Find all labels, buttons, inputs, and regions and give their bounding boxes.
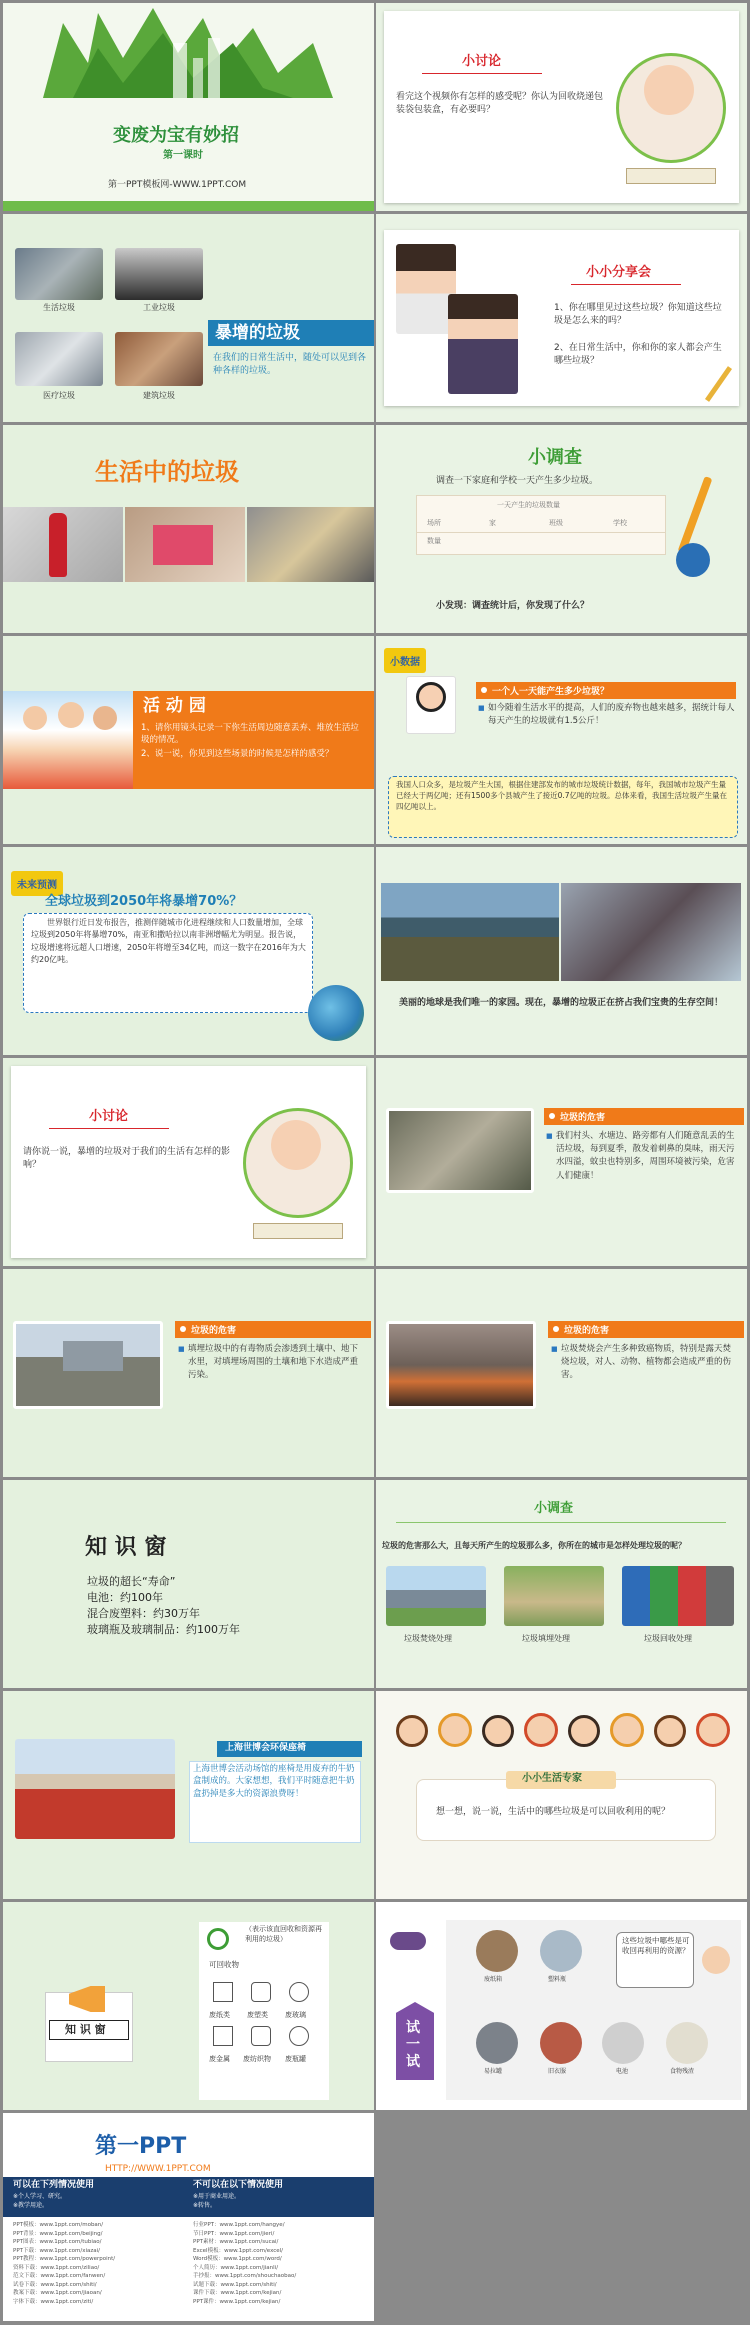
recycling-bins-photo xyxy=(622,1566,734,1626)
question-2: 2、在日常生活中，你和你的家人都会产生哪些垃圾？ xyxy=(554,343,722,367)
forecast-body: 世界银行近日发布报告，推测伴随城市化进程继续和人口数量增加，全球垃圾到2050年将暴增70%，南亚和撒哈拉以南非洲增幅尤为明显。报告说，垃圾增速将远超人口增速，2050年将增至34亿吨，而这一数字在2016年为大约20亿吨。 xyxy=(31,918,306,965)
recyclable-glass: 废玻璃 xyxy=(285,2011,306,2019)
link-item[interactable]: 范文下载：www.1ppt.com/fanwen/ xyxy=(13,2273,106,2280)
data-bullet: ■ 如今随着生活水平的提高，人们的废弃物也越来越多，据统计每人每天产生的垃圾就有1.5公斤！ xyxy=(488,702,736,728)
slide-11-discussion xyxy=(3,1058,374,1266)
dishes-photo xyxy=(247,507,374,582)
forbidden-line-1: ※用于商业用途。 xyxy=(193,2193,241,2200)
item-can: 易拉罐 xyxy=(484,2068,503,2075)
try-label: 试一试 xyxy=(406,2020,420,2070)
link-item[interactable]: 试卷下载：www.1ppt.com/shiti/ xyxy=(13,2281,97,2288)
slide-9-forecast xyxy=(3,847,374,1055)
link-item[interactable]: 字体下载：www.1ppt.com/ziti/ xyxy=(13,2298,94,2305)
recyclable-cans: 废瓶罐 xyxy=(285,2055,306,2063)
village-garbage-photo xyxy=(386,1108,534,1193)
child-face-1 xyxy=(23,706,47,730)
lifespan-battery: 电池：约100年 xyxy=(87,1591,163,1604)
harm-bullet: ■ 垃圾焚烧会产生多种致癌物质，特别是露天焚烧垃圾，对人、动物、植物都会造成严重的伤害。 xyxy=(561,1343,739,1383)
link-item[interactable]: PPT模板：www.1ppt.com/moban/ xyxy=(13,2222,104,2228)
section-bar: 一个人一天能产生多少垃圾？ xyxy=(476,682,736,699)
question-1: 1、你在哪里见过这些垃圾？你知道这些垃圾是怎么来的吗？ xyxy=(554,303,722,327)
label-industrial-garbage: 工业垃圾 xyxy=(143,303,175,312)
link-item[interactable]: PPT课件：www.1ppt.com/kejian/ xyxy=(193,2298,281,2305)
survey-title: 小调查 xyxy=(534,1501,574,1516)
data-tag-label: 小数据 xyxy=(390,657,420,668)
link-item[interactable]: PPT教程：www.1ppt.com/powerpoint/ xyxy=(13,2256,116,2263)
garbage-dump-photo xyxy=(561,883,741,981)
slide-10-earth-home xyxy=(376,847,747,1055)
label-incineration: 垃圾焚烧处理 xyxy=(404,1634,452,1643)
recyclable-heading: 可回收物 xyxy=(209,1960,239,1969)
knowledge-title: 知 识 窗 xyxy=(85,1535,167,1560)
link-item[interactable]: 节日PPT：www.1ppt.com/jieri/ xyxy=(193,2230,275,2237)
link-item[interactable]: 资料下载：www.1ppt.com/ziliao/ xyxy=(13,2264,100,2271)
paper-icon xyxy=(213,1982,233,2002)
col-school: 学校 xyxy=(613,519,627,527)
link-item[interactable]: 教案下载：www.1ppt.com/jiaoan/ xyxy=(13,2290,102,2297)
forbidden-heading: 不可以在以下情况使用 xyxy=(193,2180,284,2190)
recyclable-paper: 废纸类 xyxy=(209,2011,230,2019)
bottle-photo xyxy=(540,1930,582,1972)
label-medical-garbage: 医疗垃圾 xyxy=(43,391,75,400)
slide-19-knowledge-window xyxy=(3,1902,374,2110)
survey-question: 垃圾的危害那么大，且每天所产生的垃圾那么多，你所在的城市是怎样处理垃圾的呢？ xyxy=(382,1541,686,1550)
child-face-icon xyxy=(396,1715,428,1747)
slide-2-discussion xyxy=(376,3,747,211)
harm-bar: 垃圾的危害 xyxy=(544,1108,744,1125)
lifespan-plastic: 混合废塑料：约30万年 xyxy=(87,1607,200,1620)
box-icon xyxy=(153,525,213,565)
cola-bottle-icon xyxy=(49,513,67,577)
item-battery: 电池 xyxy=(616,2068,629,2075)
slide-18-life-expert xyxy=(376,1691,747,1899)
child-face-icon xyxy=(438,1713,472,1747)
slide-4-share xyxy=(376,214,747,422)
harm-bar: 垃圾的危害 xyxy=(175,1321,371,1338)
recyclable-textile: 废纺织物 xyxy=(243,2055,271,2063)
book-icon xyxy=(626,168,716,184)
divider xyxy=(396,1522,726,1523)
child-face-icon xyxy=(568,1715,600,1747)
boy-face xyxy=(644,65,694,115)
discussion-heading: 小讨论 xyxy=(89,1109,129,1124)
item-cardboard: 废纸箱 xyxy=(484,1976,503,1983)
food-waste-photo xyxy=(666,2022,708,2064)
slide-title: 生活中的垃圾 xyxy=(95,458,239,486)
slide-6-survey xyxy=(376,425,747,633)
living-garbage-photo xyxy=(15,248,103,300)
boy-face xyxy=(702,1946,730,1974)
slide-20-try xyxy=(376,1902,747,2110)
slide-17-expo-chairs xyxy=(3,1691,374,1899)
girl-photo xyxy=(396,244,456,334)
clothes-photo xyxy=(540,2022,582,2064)
can-photo xyxy=(476,2022,518,2064)
survey-subtitle: 调查一下家庭和学校一天产生多少垃圾。 xyxy=(436,476,599,486)
link-item[interactable]: PPT背景：www.1ppt.com/beijing/ xyxy=(13,2230,103,2237)
medical-garbage-photo xyxy=(15,332,103,386)
link-item[interactable]: 课件下载：www.1ppt.com/kejian/ xyxy=(193,2290,282,2297)
brush-tip-icon xyxy=(676,543,710,577)
item-food: 食物残渣 xyxy=(670,2068,695,2075)
construction-garbage-photo xyxy=(115,332,203,386)
slide-body: 在我们的日常生活中，随处可以见到各种各样的垃圾。 xyxy=(213,353,367,377)
activity-item-2: 2、说一说，你见到这些场景的时候是怎样的感受？ xyxy=(141,749,334,759)
slide-5-garbage-in-life xyxy=(3,425,374,633)
links-left xyxy=(13,2221,183,2306)
recycle-note: （表示该直回收和资源再利用的垃圾） xyxy=(245,1925,322,1944)
table-title: 一天产生的垃圾数量 xyxy=(497,501,560,509)
plastic-icon xyxy=(251,1982,271,2002)
recycle-icon xyxy=(207,1928,229,1950)
item-bottle: 塑料瓶 xyxy=(548,1976,567,1983)
discussion-text: 看完这个视频你有怎样的感受呢？你认为回收烧递包装袋包装盒，有必要吗？ xyxy=(396,92,604,116)
knowledge-label: 知 识 窗 xyxy=(65,2023,106,2036)
share-heading: 小小分享会 xyxy=(586,265,652,280)
divider xyxy=(422,73,542,74)
cartoon-boy-face xyxy=(416,682,446,712)
slide-1-title xyxy=(3,3,374,211)
book-icon xyxy=(253,1223,343,1239)
discovery-text: 小发现：调查统计后，你发现了什么？ xyxy=(436,601,590,611)
expert-heading: 小小生活专家 xyxy=(522,1773,582,1784)
links-right xyxy=(193,2221,363,2306)
harm-bullet: ■ 填埋垃圾中的有毒物质会渗透到土壤中、地下水里，对填埋场周围的土壤和地下水造成严重污染。 xyxy=(188,1343,366,1383)
label-recycling: 垃圾回收处理 xyxy=(644,1634,692,1643)
cardboard-photo xyxy=(476,1930,518,1972)
label-construction-garbage: 建筑垃圾 xyxy=(143,391,175,400)
lifespan-heading: 垃圾的超长“寿命” xyxy=(87,1575,176,1588)
earth-home-text: 美丽的地球是我们唯一的家园。现在，暴增的垃圾正在挤占我们宝贵的生存空间！ xyxy=(398,998,723,1008)
child-face-2 xyxy=(58,702,84,728)
glass-icon xyxy=(289,1982,309,2002)
green-leaf-city-illustration xyxy=(3,3,374,123)
expo-chairs-photo xyxy=(15,1739,175,1839)
link-item[interactable]: 试题下载：www.1ppt.com/shiti/ xyxy=(193,2281,277,2288)
slide-7-activity xyxy=(3,636,374,844)
row-quantity: 数量 xyxy=(427,537,441,545)
discussion-text: 请你说一说，暴增的垃圾对于我们的生活有怎样的影响？ xyxy=(23,1147,231,1171)
activity-item-1: 1、请你用镜头记录一下你生活周边随意丢弃、堆放生活垃圾的情况。 xyxy=(141,723,359,746)
allowed-line-1: ※个人学习、研究。 xyxy=(13,2193,67,2200)
slide-15-knowledge xyxy=(3,1480,374,1688)
link-item[interactable]: PPT素材：www.1ppt.com/sucai/ xyxy=(193,2239,279,2246)
child-face-3 xyxy=(93,706,117,730)
allowed-heading: 可以在下列情况使用 xyxy=(13,2180,95,2190)
link-item[interactable]: 个人简历：www.1ppt.com/jianli/ xyxy=(193,2264,279,2271)
link-item[interactable]: Excel模板：www.1ppt.com/excel/ xyxy=(193,2247,284,2254)
expo-body: 上海世博会活动场馆的座椅是用废弃的牛奶盒制成的。大家想想，我们平时随意把牛奶盒扔掉是多大的资源浪费呀！ xyxy=(193,1764,355,1799)
activity-title: 活 动 园 xyxy=(143,696,206,716)
allowed-line-2: ※教学用途。 xyxy=(13,2202,49,2209)
harm-bullet: ■ 我们村头、水塘边、路旁都有人们随意乱丢的生活垃圾，每到夏季，散发着刺鼻的臭味，雨天污水四溢，蚊虫也特别多，周围环境被污染，危害人们健康！ xyxy=(556,1130,736,1183)
textile-icon xyxy=(251,2026,271,2046)
forecast-tag xyxy=(11,871,63,896)
col-home: 家 xyxy=(489,519,496,527)
cans-icon xyxy=(289,2026,309,2046)
link-item[interactable]: 行业PPT：www.1ppt.com/hangye/ xyxy=(193,2222,285,2228)
slide-8-data xyxy=(376,636,747,844)
harm-bar: 垃圾的危害 xyxy=(548,1321,744,1338)
discussion-heading: 小讨论 xyxy=(462,54,502,69)
slide-12-harm-village xyxy=(376,1058,747,1266)
polluted-shore-photo xyxy=(381,883,559,981)
item-clothes: 旧衣服 xyxy=(548,2068,567,2075)
slide-14-harm-burning xyxy=(376,1269,747,1477)
slide-13-harm-landfill xyxy=(3,1269,374,1477)
logo: 第一PPT xyxy=(95,2134,187,2159)
child-face-icon xyxy=(696,1713,730,1747)
lifespan-glass: 玻璃瓶及玻璃制品：约100万年 xyxy=(87,1623,240,1636)
globe-garbage-icon xyxy=(308,985,364,1041)
recyclable-plastic: 废塑类 xyxy=(247,2011,268,2019)
green-strip xyxy=(3,201,374,211)
subtitle: 第一课时 xyxy=(163,150,203,161)
footer-text: 第一PPT模板网-WWW.1PPT.COM xyxy=(108,180,247,190)
battery-photo xyxy=(602,2022,644,2064)
survey-table xyxy=(416,495,666,555)
forecast-tag-label: 未来预测 xyxy=(17,880,57,891)
cartoon-children-banner xyxy=(396,1709,731,1757)
link-item[interactable]: Word模板：www.1ppt.com/word/ xyxy=(193,2256,282,2263)
metal-icon xyxy=(213,2026,233,2046)
helicopter-icon xyxy=(390,1932,426,1950)
girl-with-book-photo xyxy=(448,294,518,394)
child-face-icon xyxy=(610,1713,644,1747)
child-face-icon xyxy=(654,1715,686,1747)
slide-title: 暴增的垃圾 xyxy=(215,323,300,343)
link-item[interactable]: PPT下载：www.1ppt.com/xiazai/ xyxy=(13,2247,101,2254)
bubble-text: 这些垃圾中哪些是可收回再利用的资源？ xyxy=(622,1936,690,1956)
incineration-photo xyxy=(386,1566,486,1626)
burning-garbage-photo xyxy=(386,1321,536,1409)
col-class: 班级 xyxy=(549,519,563,527)
data-box-text: 我国人口众多，是垃圾产生大国，根据住建部发布的城市垃圾统计数据，每年，我国城市垃圾产生量已经大于两亿吨；还有1500多个县城产生了接近0.7亿吨的垃圾。总体来看，我国生活垃圾产生量在四亿吨以上。 xyxy=(396,780,728,811)
truck-icon xyxy=(63,1341,123,1371)
slide-3-garbage-types xyxy=(3,214,374,422)
slide-16-city-survey xyxy=(376,1480,747,1688)
divider xyxy=(49,1128,169,1129)
landfill-photo xyxy=(504,1566,604,1626)
child-face-icon xyxy=(524,1713,558,1747)
slide-21-license xyxy=(3,2113,374,2321)
expert-question: 想一想，说一说，生活中的哪些垃圾是可以回收利用的呢？ xyxy=(436,1807,671,1817)
link-item[interactable]: 手抄报：www.1ppt.com/shouchaobao/ xyxy=(193,2273,297,2280)
label-landfill: 垃圾填埋处理 xyxy=(522,1634,570,1643)
forbidden-line-2: ※转售。 xyxy=(193,2202,217,2209)
expo-tag-label: 上海世博会环保座椅 xyxy=(225,1743,307,1753)
industrial-garbage-photo xyxy=(115,248,203,300)
boy-face xyxy=(271,1120,321,1170)
recyclable-metal: 废金属 xyxy=(209,2055,230,2063)
label-living-garbage: 生活垃圾 xyxy=(43,303,75,312)
divider xyxy=(571,284,681,285)
child-face-icon xyxy=(482,1715,514,1747)
col-place: 场所 xyxy=(427,519,441,527)
link-item[interactable]: PPT图表：www.1ppt.com/tubiao/ xyxy=(13,2239,102,2246)
data-tag xyxy=(384,648,426,673)
logo-url: HTTP://WWW.1PPT.COM xyxy=(105,2164,211,2174)
main-title: 变废为宝有妙招 xyxy=(113,125,239,146)
slide-title: 小调查 xyxy=(528,447,582,468)
forecast-title: 全球垃圾到2050年将暴增70%？ xyxy=(45,894,243,909)
